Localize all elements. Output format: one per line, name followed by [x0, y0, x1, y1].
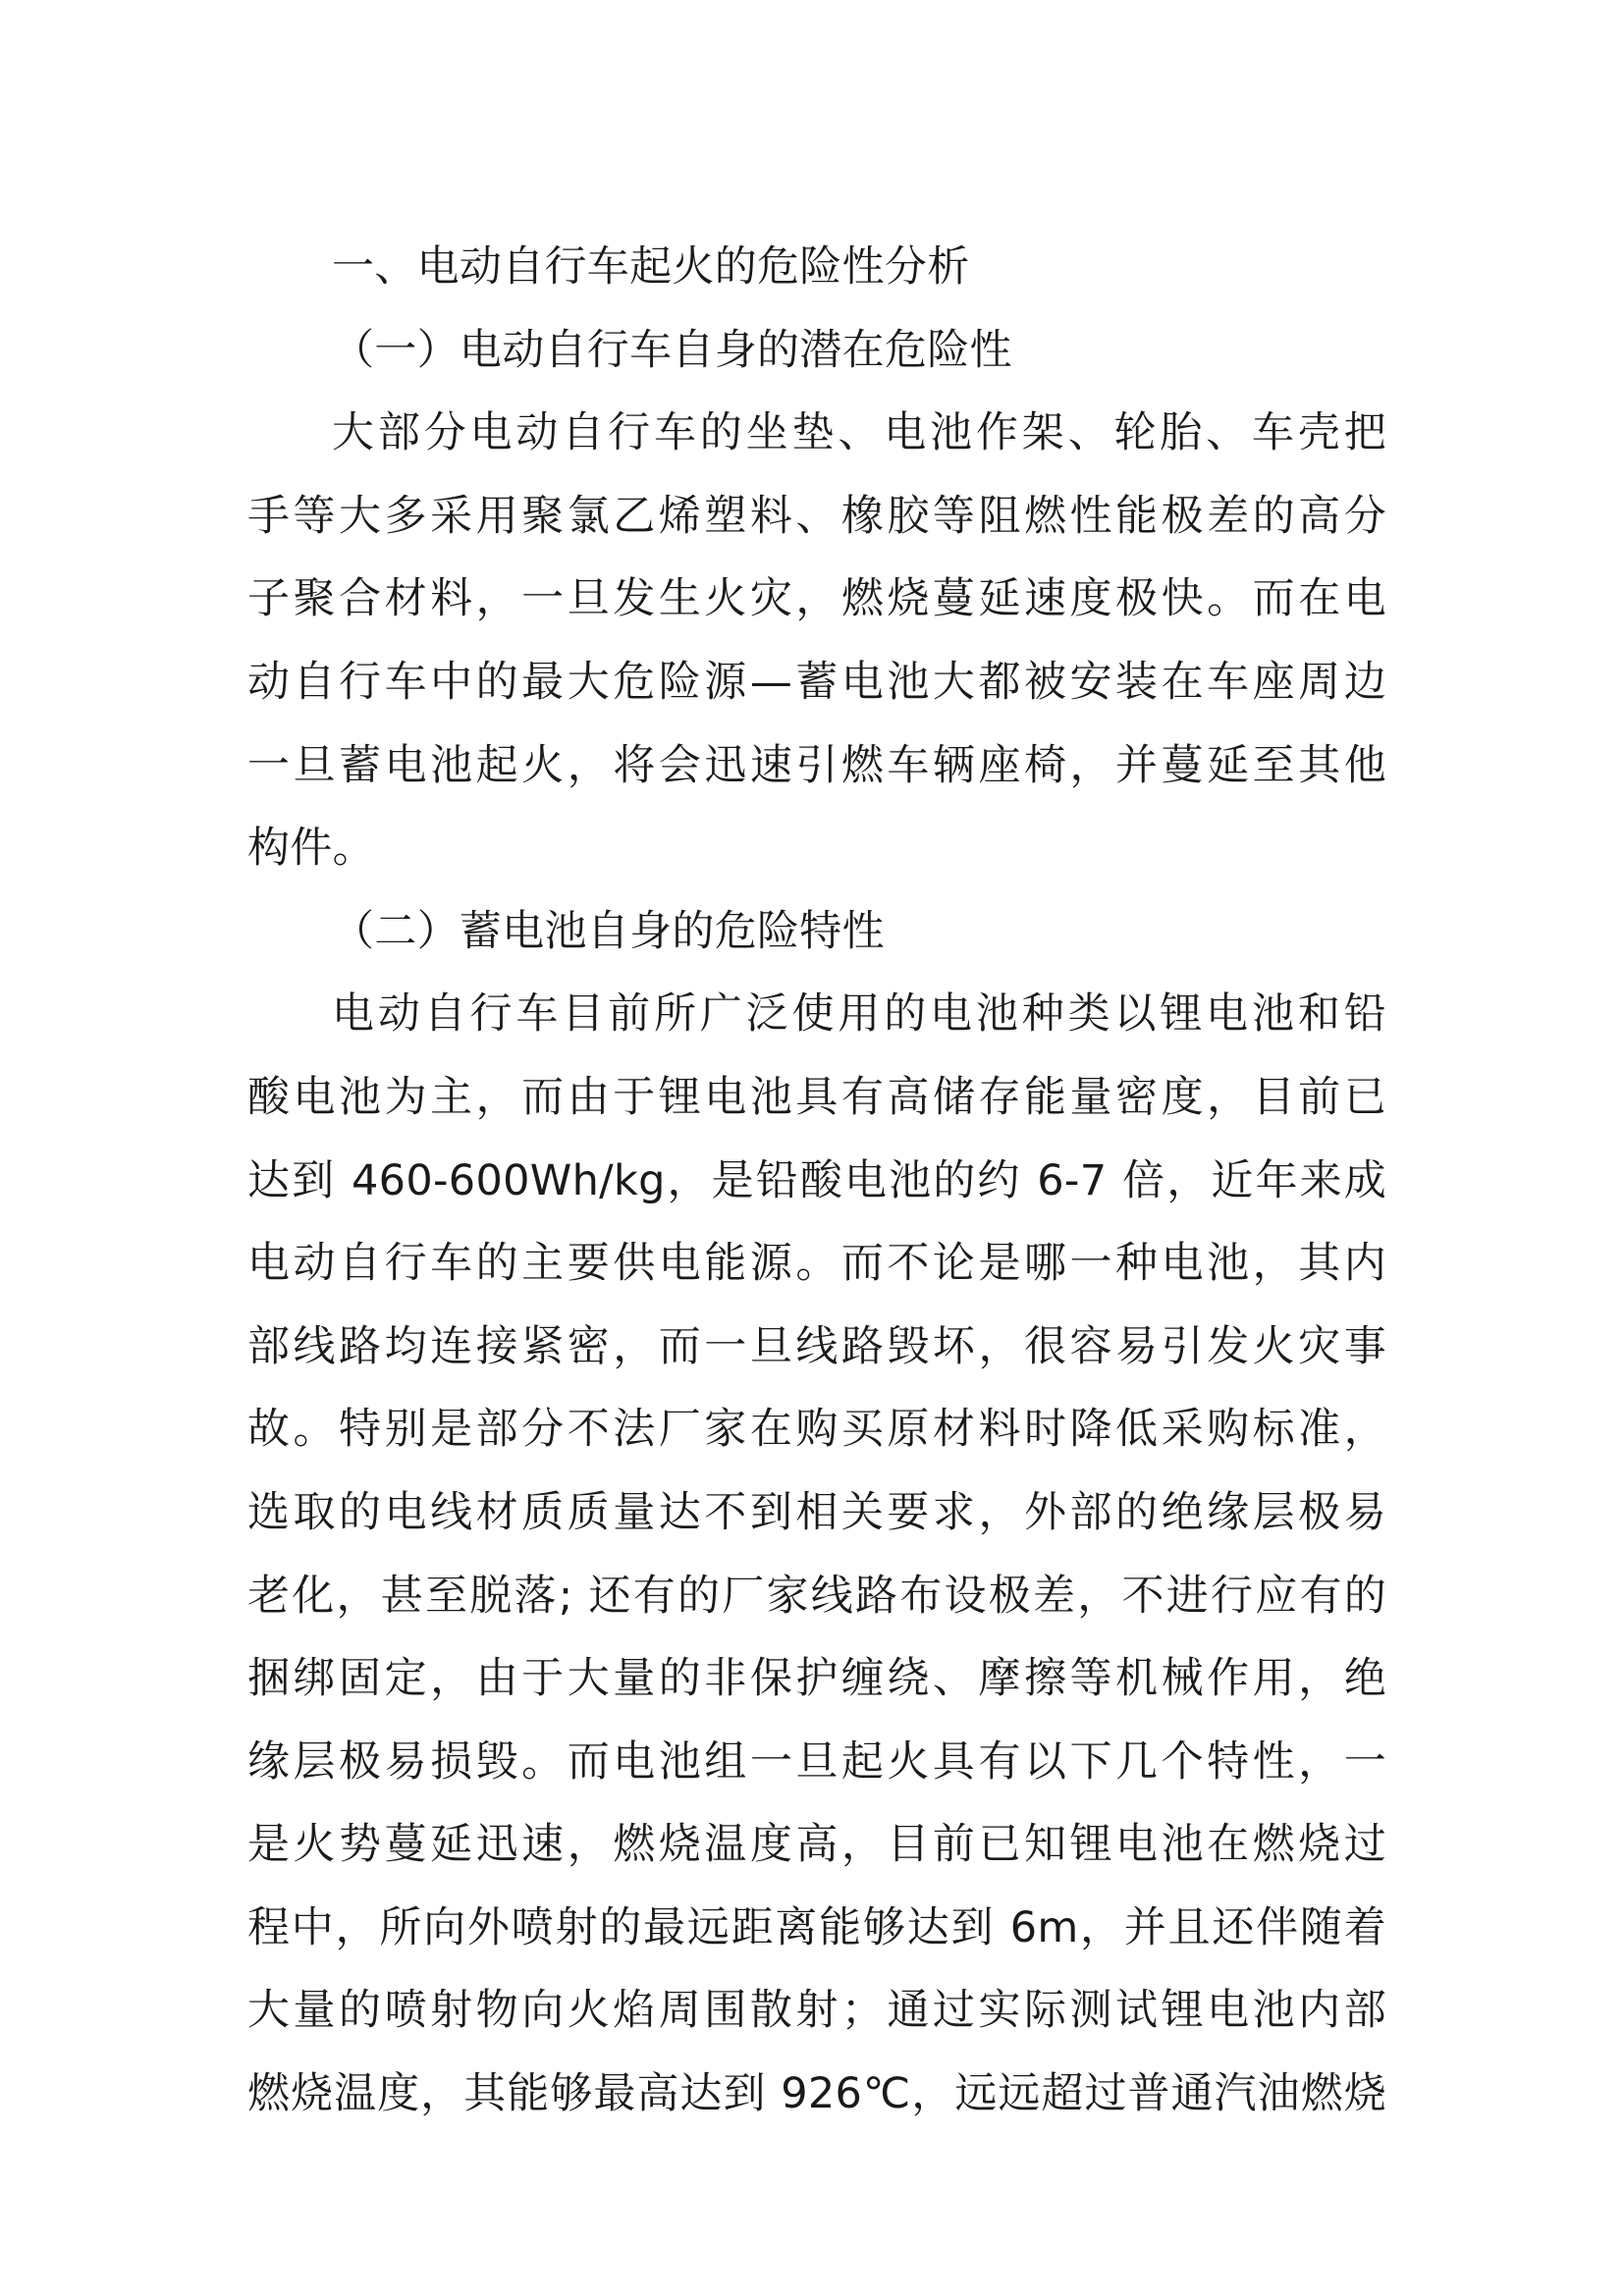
- paragraph-line: 大量的喷射物向火焰周围散射；通过实际测试锂电池内部: [247, 1986, 1386, 2036]
- subsection-heading-1: （一）电动自行车自身的潜在危险性: [332, 325, 1012, 375]
- document-body: [247, 226, 1386, 2136]
- paragraph-line: 手等大多采用聚氯乙烯塑料、橡胶等阻燃性能极差的高分: [247, 491, 1386, 541]
- paragraph-line: 子聚合材料，一旦发生火灾，燃烧蔓延速度极快。而在电: [247, 574, 1386, 624]
- paragraph-line: 选取的电线材质质量达不到相关要求，外部的绝缘层极易: [247, 1487, 1386, 1537]
- paragraph-line: 构件。: [247, 824, 375, 874]
- paragraph-line: 故。特别是部分不法厂家在购买原材料时降低采购标准，: [247, 1405, 1386, 1455]
- paragraph-line: 是火势蔓延迅速，燃烧温度高，目前已知锂电池在燃烧过: [247, 1820, 1386, 1870]
- paragraph-line: 酸电池为主，而由于锂电池具有高储存能量密度，目前已: [247, 1072, 1386, 1122]
- paragraph-line: 燃烧温度，其能够最高达到 926℃，远远超过普通汽油燃烧: [247, 2069, 1386, 2119]
- paragraph-line: 电动自行车目前所广泛使用的电池种类以锂电池和铅: [332, 989, 1386, 1040]
- paragraph-line: 电动自行车的主要供电能源。而不论是哪一种电池，其内: [247, 1239, 1386, 1289]
- subsection-heading-2: （二）蓄电池自身的危险特性: [332, 906, 885, 956]
- paragraph-line: 程中，所向外喷射的最远距离能够达到 6m，并且还伴随着: [247, 1902, 1386, 1952]
- paragraph-line: 老化，甚至脱落; 还有的厂家线路布设极差，不进行应有的: [247, 1571, 1386, 1621]
- paragraph-line: 缘层极易损毁。而电池组一旦起火具有以下几个特性，一: [247, 1736, 1386, 1787]
- paragraph-line: 动自行车中的最大危险源—蓄电池大都被安装在车座周边: [247, 657, 1386, 707]
- paragraph-line: 大部分电动自行车的坐垫、电池作架、轮胎、车壳把: [332, 408, 1386, 458]
- section-heading-main: 一、电动自行车起火的危险性分析: [332, 242, 970, 292]
- paragraph-line: 捆绑固定，由于大量的非保护缠绕、摩擦等机械作用，绝: [247, 1654, 1386, 1704]
- paragraph-line: 达到 460-600Wh/kg，是铅酸电池的约 6-7 倍，近年来成: [247, 1155, 1386, 1205]
- paragraph-line: 部线路均连接紧密，而一旦线路毁坏，很容易引发火灾事: [247, 1321, 1386, 1371]
- paragraph-line: 一旦蓄电池起火，将会迅速引燃车辆座椅，并蔓延至其他: [247, 740, 1386, 790]
